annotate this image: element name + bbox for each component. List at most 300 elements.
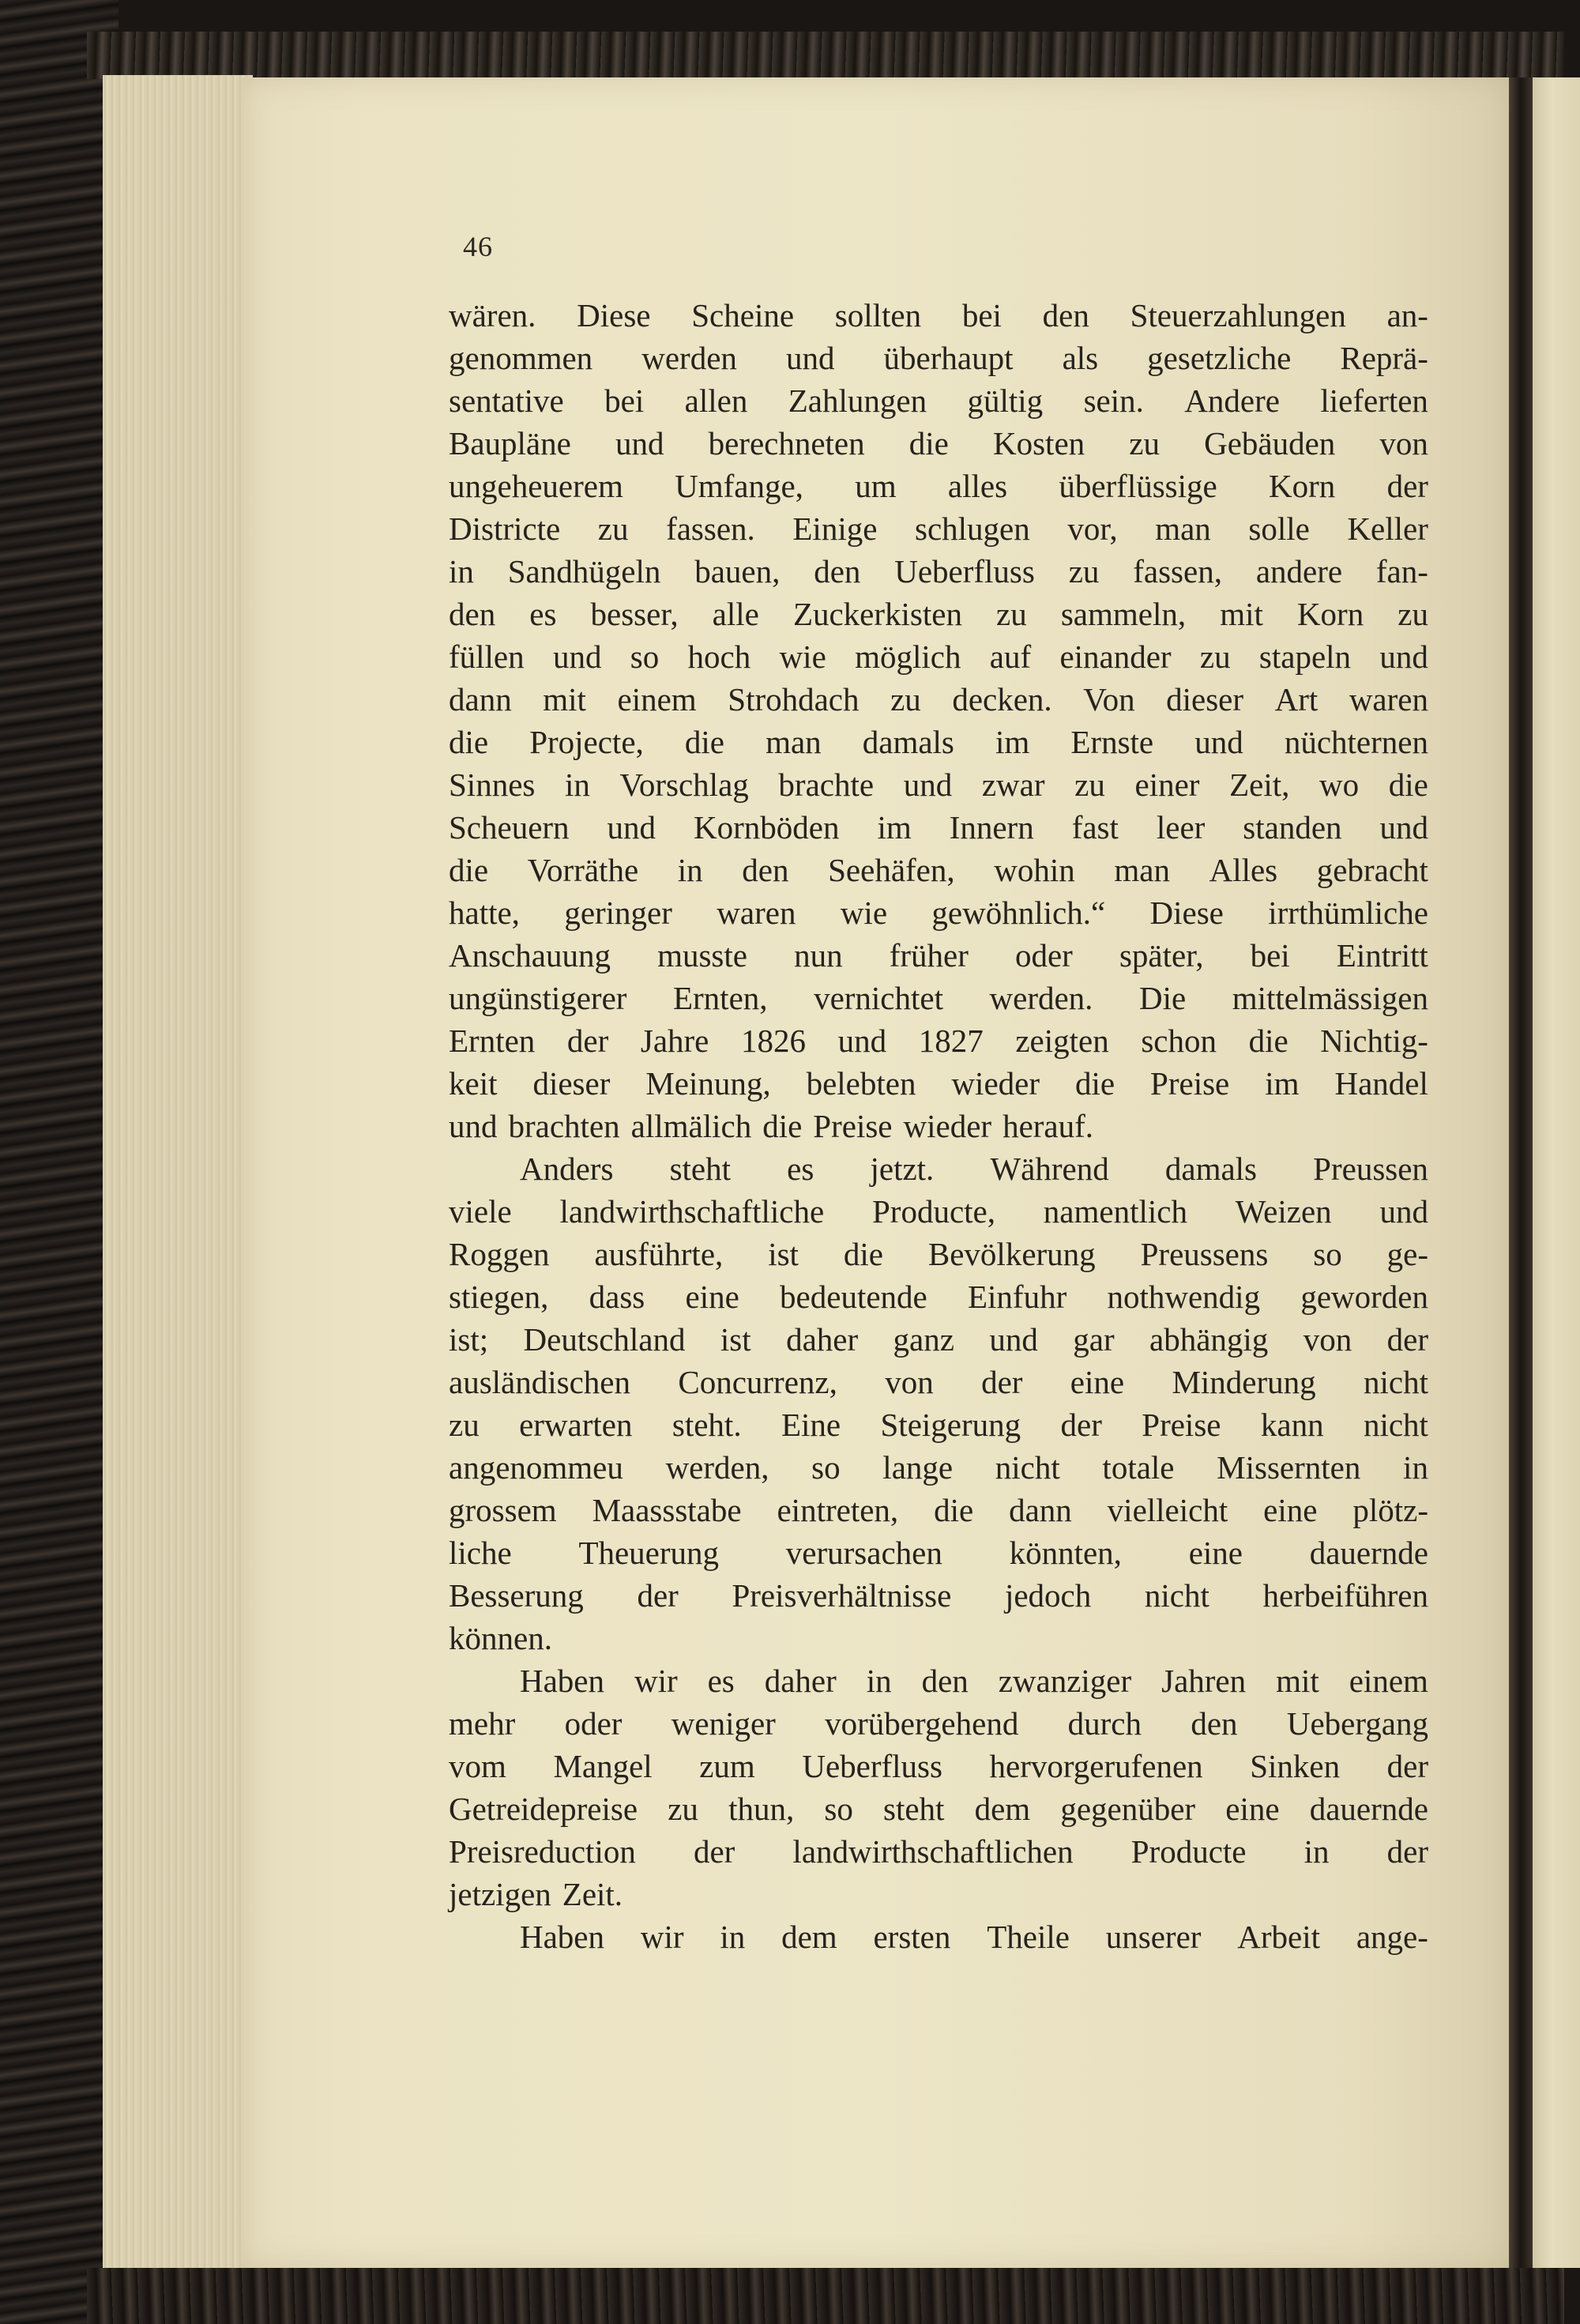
word: Seehäfen, xyxy=(828,852,955,888)
word: Steuerzahlungen xyxy=(1130,297,1346,333)
word: überflüssige xyxy=(1059,468,1217,504)
word: die xyxy=(449,852,489,888)
text-line xyxy=(449,1275,1428,1318)
word: und xyxy=(449,1108,498,1144)
word: zeigten xyxy=(1015,1023,1109,1059)
word: und xyxy=(1379,638,1428,675)
word: Theile xyxy=(987,1919,1070,1955)
word: wie xyxy=(779,638,826,675)
word: später, xyxy=(1119,937,1204,974)
word: stiegen, xyxy=(449,1279,549,1315)
word: Die xyxy=(1138,980,1187,1016)
word: zu xyxy=(1398,596,1428,632)
word: Ueberfluss xyxy=(894,553,1035,589)
word: plötz- xyxy=(1352,1492,1428,1528)
word: erwarten xyxy=(519,1407,633,1443)
word: allen xyxy=(684,382,748,419)
word: einer xyxy=(1134,767,1200,803)
word: Preussen xyxy=(1313,1151,1428,1187)
word: fan- xyxy=(1375,553,1428,589)
word: Missernten xyxy=(1217,1449,1361,1486)
word: kann xyxy=(1260,1407,1324,1443)
word: 1827 xyxy=(918,1023,984,1059)
word: Strohdach xyxy=(728,681,860,718)
word: geworden xyxy=(1300,1279,1428,1315)
word: fassen. xyxy=(666,510,755,547)
word: Keller xyxy=(1347,510,1428,547)
word: wieder xyxy=(903,1108,992,1144)
word: musste xyxy=(657,937,747,974)
word: Andere xyxy=(1184,382,1280,419)
word: Von xyxy=(1083,681,1135,718)
word: Preisverhältnisse xyxy=(732,1577,952,1614)
word: andere xyxy=(1255,553,1343,589)
text-line xyxy=(449,337,1428,379)
word: gebracht xyxy=(1316,852,1428,888)
facing-page-edge xyxy=(1533,77,1580,2268)
word: steht. xyxy=(672,1407,742,1443)
word: waren xyxy=(717,895,796,931)
word: Innern xyxy=(949,809,1034,846)
text-line xyxy=(449,1105,1428,1147)
text-line xyxy=(449,1233,1428,1275)
word: mit xyxy=(1220,596,1263,632)
word: Districte xyxy=(449,510,561,547)
word: irrthümliche xyxy=(1268,895,1428,931)
word: durch xyxy=(1067,1705,1142,1742)
word: Während xyxy=(990,1151,1109,1187)
word: sentative xyxy=(449,382,564,419)
word: wir xyxy=(634,1663,678,1699)
word: wo xyxy=(1319,767,1360,803)
word: geringer xyxy=(564,895,672,931)
word: zu xyxy=(1068,553,1100,589)
word: genommen xyxy=(449,340,593,376)
text-line xyxy=(449,465,1428,507)
word: Eintritt xyxy=(1336,937,1428,974)
word: berechneten xyxy=(708,425,865,461)
word: die xyxy=(762,1108,803,1144)
word: es xyxy=(707,1663,735,1699)
text-line xyxy=(449,721,1428,763)
word: Preise xyxy=(1150,1065,1230,1102)
word: Projecte, xyxy=(529,724,644,760)
word: Sinnes xyxy=(449,767,536,803)
word: Ernten xyxy=(449,1023,536,1059)
word: man xyxy=(1114,852,1170,888)
word: möglich xyxy=(855,638,961,675)
word: unserer xyxy=(1105,1919,1202,1955)
word: Theuerung xyxy=(578,1535,720,1571)
word: thun, xyxy=(728,1791,795,1827)
word: zum xyxy=(699,1748,755,1784)
word: damals xyxy=(1164,1151,1258,1187)
word: zu xyxy=(1129,425,1160,461)
word: ungeheuerem xyxy=(449,468,623,504)
book-cover-bottom xyxy=(87,2268,1564,2324)
word: Alles xyxy=(1209,852,1278,888)
word: jetzt. xyxy=(870,1151,935,1187)
word: die xyxy=(843,1236,883,1272)
word: Anders xyxy=(520,1151,614,1187)
word: Jahre xyxy=(640,1023,709,1059)
word: Besserung xyxy=(449,1577,584,1614)
word: ge- xyxy=(1386,1236,1428,1272)
word: damals xyxy=(862,724,954,760)
page-stack-edges xyxy=(103,75,253,2268)
word: werden. xyxy=(989,980,1093,1016)
word: ersten xyxy=(873,1919,951,1955)
word: Sinken xyxy=(1250,1748,1341,1784)
word: der xyxy=(1386,1833,1428,1870)
word: sammeln, xyxy=(1060,596,1187,632)
text-line xyxy=(449,849,1428,891)
word: Einige xyxy=(792,510,878,547)
word: gegenüber xyxy=(1060,1791,1196,1827)
word: gar xyxy=(1073,1321,1115,1358)
word: nicht xyxy=(1363,1407,1428,1443)
word: man xyxy=(766,724,822,760)
word: die xyxy=(934,1492,974,1528)
word: den xyxy=(1191,1705,1238,1742)
word: Preussens xyxy=(1140,1236,1269,1272)
word: im xyxy=(877,809,912,846)
text-line xyxy=(449,593,1428,635)
word: eine xyxy=(1263,1492,1318,1528)
text-line xyxy=(449,1915,1428,1958)
word: Preisreduction xyxy=(449,1833,636,1870)
word: dann xyxy=(449,681,512,718)
text-line xyxy=(449,422,1428,465)
word: Baupläne xyxy=(449,425,571,461)
text-line xyxy=(449,1531,1428,1574)
word: ausführte, xyxy=(594,1236,724,1272)
word: können. xyxy=(449,1620,552,1656)
text-line xyxy=(449,1617,1428,1659)
word: Scheuern xyxy=(449,809,570,846)
word: brachten xyxy=(508,1108,620,1144)
word: namentlich xyxy=(1043,1193,1187,1230)
word: brachte xyxy=(778,767,875,803)
word: der xyxy=(693,1833,735,1870)
word: dem xyxy=(781,1919,837,1955)
word: alles xyxy=(947,468,1008,504)
text-line xyxy=(449,806,1428,849)
word: dass xyxy=(589,1279,645,1315)
word: und xyxy=(785,340,835,376)
word: leer xyxy=(1156,809,1206,846)
word: Weizen xyxy=(1235,1193,1332,1230)
word: könnten, xyxy=(1009,1535,1122,1571)
word: um xyxy=(855,468,897,504)
word: die xyxy=(908,425,949,461)
word: dieser xyxy=(532,1065,611,1102)
word: der xyxy=(1386,1321,1428,1358)
word: in xyxy=(565,767,590,803)
word: landwirthschaftliche xyxy=(559,1193,825,1230)
word: Sandhügeln xyxy=(507,553,661,589)
word: den xyxy=(449,596,496,632)
word: landwirthschaftlichen xyxy=(792,1833,1074,1870)
word: belebten xyxy=(806,1065,916,1102)
text-line xyxy=(449,1873,1428,1915)
word: der xyxy=(981,1364,1023,1400)
word: Ernten, xyxy=(672,980,768,1016)
word: daher xyxy=(786,1321,859,1358)
text-line xyxy=(449,379,1428,422)
word: von xyxy=(1303,1321,1352,1358)
word: Haben xyxy=(520,1919,605,1955)
word: den xyxy=(921,1663,969,1699)
word: in xyxy=(1403,1449,1428,1486)
word: im xyxy=(1265,1065,1300,1102)
word: wie xyxy=(840,895,888,931)
word: einem xyxy=(617,681,697,718)
word: zu xyxy=(668,1791,698,1827)
word: eine xyxy=(685,1279,739,1315)
text-line xyxy=(449,1702,1428,1745)
word: nun xyxy=(794,937,843,974)
word: in xyxy=(1304,1833,1330,1870)
word: Bevölkerung xyxy=(927,1236,1096,1272)
word: dieser xyxy=(1166,681,1244,718)
word: man xyxy=(1155,510,1211,547)
word: alle xyxy=(712,596,759,632)
word: in xyxy=(720,1919,746,1955)
word: ganz xyxy=(893,1321,954,1358)
word: mit xyxy=(1276,1663,1319,1699)
word: in xyxy=(677,852,703,888)
word: und xyxy=(837,1023,887,1059)
word: Jahren xyxy=(1161,1663,1247,1699)
word: oder xyxy=(1014,937,1073,974)
word: es xyxy=(529,596,557,632)
word: wären. xyxy=(449,297,536,333)
word: sollten xyxy=(834,297,922,333)
word: zwar xyxy=(981,767,1045,803)
word: vorübergehend xyxy=(825,1705,1019,1742)
word: dauernde xyxy=(1309,1791,1428,1827)
text-line xyxy=(449,1147,1428,1190)
word: lange xyxy=(882,1449,954,1486)
word: schon xyxy=(1141,1023,1217,1059)
text-line xyxy=(449,1446,1428,1489)
word: auf xyxy=(989,638,1032,675)
word: keit xyxy=(449,1065,498,1102)
text-line xyxy=(449,294,1428,337)
word: und xyxy=(552,638,602,675)
word: und xyxy=(989,1321,1038,1358)
word: eintreten, xyxy=(777,1492,899,1528)
word: gesetzliche xyxy=(1147,340,1292,376)
word: eine xyxy=(1188,1535,1243,1571)
word: von xyxy=(885,1364,934,1400)
word: liche xyxy=(449,1535,512,1571)
word: der xyxy=(637,1577,679,1614)
word: solle xyxy=(1248,510,1310,547)
word: von xyxy=(1379,425,1428,461)
word: fast xyxy=(1071,809,1119,846)
word: mehr xyxy=(449,1705,516,1742)
word: hoch xyxy=(687,638,751,675)
word: wohin xyxy=(994,852,1075,888)
word: mit xyxy=(543,681,586,718)
word: ausländischen xyxy=(449,1364,630,1400)
word: und xyxy=(607,809,656,846)
word: Nichtig- xyxy=(1320,1023,1428,1059)
word: schlugen xyxy=(915,510,1030,547)
text-line xyxy=(449,507,1428,550)
word: nicht xyxy=(1364,1364,1428,1400)
word: mittelmässigen xyxy=(1232,980,1428,1016)
word: an- xyxy=(1386,297,1428,333)
word: Concurrenz, xyxy=(678,1364,837,1400)
word: nicht xyxy=(1144,1577,1209,1614)
word: Getreidepreise xyxy=(449,1791,638,1827)
word: und xyxy=(903,767,953,803)
text-line xyxy=(449,1489,1428,1531)
word: vielleicht xyxy=(1107,1492,1228,1528)
word: zu xyxy=(996,596,1027,632)
word: nüchternen xyxy=(1284,724,1428,760)
word: herauf. xyxy=(1003,1108,1094,1144)
word: Eine xyxy=(781,1407,841,1443)
word: im xyxy=(995,724,1030,760)
book-cover-top xyxy=(87,32,1564,79)
word: dann xyxy=(1009,1492,1072,1528)
text-line xyxy=(449,934,1428,977)
word: Zeit, xyxy=(1229,767,1290,803)
word: Korn xyxy=(1269,468,1336,504)
word: werden xyxy=(641,340,737,376)
word: gewöhnlich.“ xyxy=(931,895,1106,931)
word: jetzigen xyxy=(449,1876,551,1912)
word: ist xyxy=(768,1236,799,1272)
word: die xyxy=(1074,1065,1115,1102)
word: nicht xyxy=(995,1449,1060,1486)
word: Vorräthe xyxy=(527,852,639,888)
word: Kornböden xyxy=(694,809,840,846)
word: Anschauung xyxy=(449,937,611,974)
text-line xyxy=(449,1787,1428,1830)
word: den xyxy=(814,553,861,589)
word: Ueberfluss xyxy=(802,1748,942,1784)
word: Einfuhr xyxy=(967,1279,1067,1315)
book-cover-left xyxy=(0,0,118,2324)
word: viele xyxy=(449,1193,512,1230)
text-line xyxy=(449,1019,1428,1062)
word: füllen xyxy=(449,638,525,675)
word: allmälich xyxy=(630,1108,752,1144)
word: Steigerung xyxy=(880,1407,1021,1443)
word: Zeit. xyxy=(562,1876,623,1912)
text-line xyxy=(449,1403,1428,1446)
word: wieder xyxy=(951,1065,1040,1102)
text-line xyxy=(449,1190,1428,1233)
word: so xyxy=(811,1449,841,1486)
word: den xyxy=(1042,297,1089,333)
text-line xyxy=(449,891,1428,934)
text-line xyxy=(449,678,1428,721)
word: stapeln xyxy=(1258,638,1352,675)
word: Producte, xyxy=(872,1193,995,1230)
word: lieferten xyxy=(1320,382,1428,419)
word: bei xyxy=(1250,937,1290,974)
word: Diese xyxy=(577,297,651,333)
word: und xyxy=(615,425,664,461)
word: fassen, xyxy=(1133,553,1222,589)
word: Art xyxy=(1274,681,1319,718)
word: totale xyxy=(1102,1449,1175,1486)
word: Kosten xyxy=(992,425,1085,461)
word: Mangel xyxy=(553,1748,653,1784)
word: als xyxy=(1062,340,1099,376)
word: Arbeit xyxy=(1237,1919,1321,1955)
word: abhängig xyxy=(1149,1321,1269,1358)
word: decken. xyxy=(952,681,1052,718)
word: Preise xyxy=(1142,1407,1221,1443)
word: Producte xyxy=(1130,1833,1247,1870)
word: die xyxy=(1388,767,1428,803)
word: Zahlungen xyxy=(788,382,927,419)
word: jedoch xyxy=(1004,1577,1092,1614)
word: so xyxy=(630,638,660,675)
word: zwanziger xyxy=(998,1663,1132,1699)
word: eine xyxy=(1225,1791,1280,1827)
word: Gebäuden xyxy=(1204,425,1336,461)
word: vom xyxy=(449,1748,506,1784)
word: einander xyxy=(1059,638,1172,675)
word: ange- xyxy=(1356,1919,1428,1955)
word: herbeiführen xyxy=(1262,1577,1428,1614)
word: dauernde xyxy=(1309,1535,1428,1571)
word: Scheine xyxy=(691,297,795,333)
word: waren xyxy=(1349,681,1428,718)
text-line xyxy=(449,1574,1428,1617)
word: eine xyxy=(1070,1364,1125,1400)
word: hatte, xyxy=(449,895,520,931)
word: oder xyxy=(564,1705,623,1742)
word: vor, xyxy=(1067,510,1118,547)
word: bauen, xyxy=(694,553,781,589)
word: grossem xyxy=(449,1492,557,1528)
word: es xyxy=(787,1151,814,1187)
word: und xyxy=(1379,1193,1428,1230)
word: bei xyxy=(604,382,645,419)
word: der xyxy=(1386,468,1428,504)
word: vernichtet xyxy=(814,980,943,1016)
text-line xyxy=(449,763,1428,806)
word: früher xyxy=(889,937,969,974)
word: wir xyxy=(640,1919,684,1955)
word: dem xyxy=(974,1791,1031,1827)
word: hervorgerufenen xyxy=(989,1748,1203,1784)
word: steht xyxy=(669,1151,732,1187)
word: Roggen xyxy=(449,1236,550,1272)
text-line xyxy=(449,550,1428,593)
word: Meinung, xyxy=(645,1065,771,1102)
word: zu xyxy=(597,510,629,547)
word: und xyxy=(1379,809,1428,846)
text-line xyxy=(449,1659,1428,1702)
word: den xyxy=(742,852,789,888)
word: angenommeu xyxy=(449,1449,623,1486)
word: die xyxy=(449,724,489,760)
word: so xyxy=(824,1791,853,1827)
word: in xyxy=(449,553,474,589)
word: einem xyxy=(1349,1663,1428,1699)
word: so xyxy=(1313,1236,1342,1272)
